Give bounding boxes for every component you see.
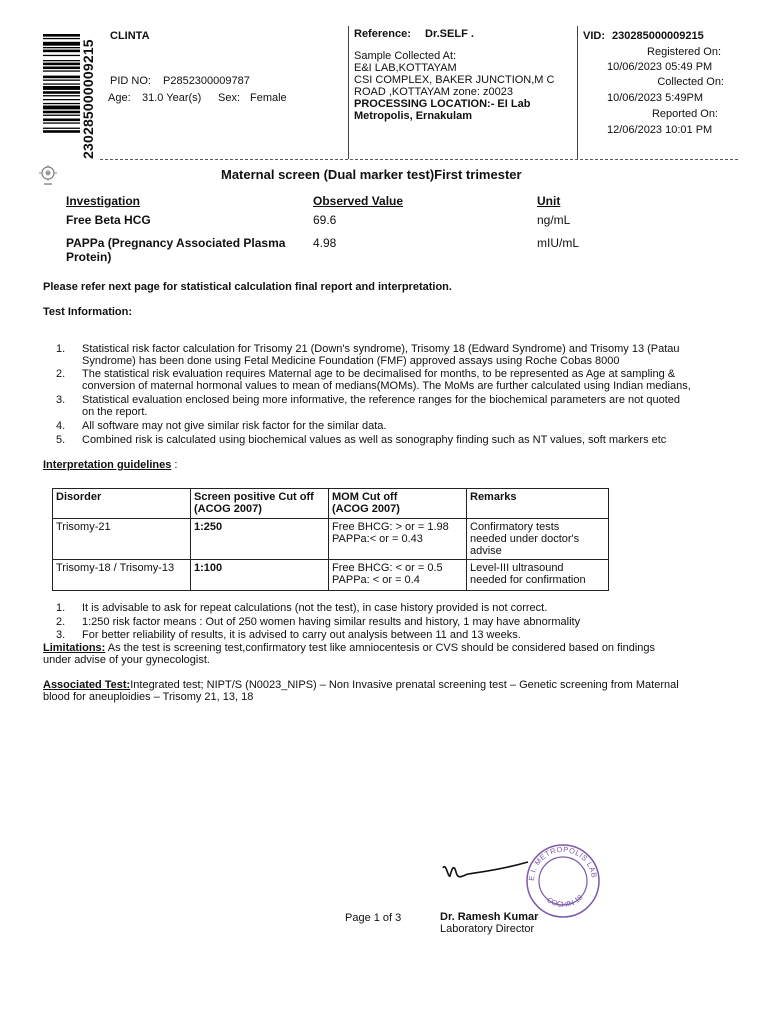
investigation-name-cont: Protein) xyxy=(66,250,112,264)
header-mom: MOM Cut off (ACOG 2007) xyxy=(329,489,467,519)
investigation-name: Free Beta HCG xyxy=(66,213,151,227)
header-divider-2 xyxy=(577,26,578,159)
registered-label: Registered On: xyxy=(647,46,721,58)
reference-value: Dr.SELF . xyxy=(425,28,474,40)
barcode-image xyxy=(43,34,80,159)
refer-note: Please refer next page for statistical calculation final report and interpretation. xyxy=(43,281,452,293)
investigation-name: PAPPa (Pregnancy Associated Plasma xyxy=(66,236,286,250)
list-number: 2. xyxy=(56,368,66,380)
observed-value: 69.6 xyxy=(313,213,337,227)
cell-cutoff: 1:250 xyxy=(191,519,329,560)
list-number: 3. xyxy=(56,394,66,406)
col-investigation: Investigation xyxy=(66,194,141,208)
observed-value: 4.98 xyxy=(313,236,337,250)
lab-emblem-icon xyxy=(38,164,58,186)
registered-value: 10/06/2023 05:49 PM xyxy=(607,61,713,73)
cell-disorder: Trisomy-21 xyxy=(53,519,191,560)
sample-location-line-2: CSI COMPLEX, BAKER JUNCTION,M C xyxy=(354,74,555,86)
reference-label: Reference: xyxy=(354,28,411,40)
list-text: The statistical risk evaluation requires Maternal age to be decimalised for months, to be represented as Age at sampling & conversion of maternal hormonal values to mean of medians(MOMs). The MoMs are further calculated using Indian medians, xyxy=(82,368,691,392)
list-text: All software may not give similar risk factor for the similar data. xyxy=(82,420,387,432)
list-number: 1. xyxy=(56,602,66,614)
limitations-paragraph: Limitations: As the test is screening test,confirmatory test like amniocentesis or CVS should be considered based on findings under advise of your gynecologist. xyxy=(43,642,656,666)
list-number: 5. xyxy=(56,434,66,446)
list-number: 4. xyxy=(56,420,66,432)
header-disorder: Disorder xyxy=(53,489,191,519)
unit-value: mIU/mL xyxy=(537,236,579,250)
cell-remarks: Confirmatory tests needed under doctor's advise xyxy=(467,519,609,560)
associated-test-paragraph: Associated Test:Integrated test; NIPT/S (N0023_NIPS) – Non Invasive prenatal screening test – Genetic screening from Maternal blood for aneuploidies – Trisomy 21, 13, 18 xyxy=(43,679,679,703)
col-unit: Unit xyxy=(537,194,561,208)
list-number: 3. xyxy=(56,629,66,641)
col-observed-value: Observed Value xyxy=(313,194,404,208)
svg-text:COCHIN-18 xyxy=(545,893,584,909)
seal-city: COCHIN-18 xyxy=(545,892,585,909)
header-cutoff: Screen positive Cut off (ACOG 2007) xyxy=(191,489,329,519)
cell-cutoff: 1:100 xyxy=(191,560,329,591)
lab-seal-stamp xyxy=(524,842,602,920)
list-text: For better reliability of results, it is advised to carry out analysis between 11 and 13 weeks. xyxy=(82,629,521,641)
seal-text: E.I. METROPOLIS LAB xyxy=(526,844,599,882)
signature-image xyxy=(440,858,532,888)
test-information-heading: Test Information: xyxy=(43,306,133,318)
processing-location: PROCESSING LOCATION:- EI Lab xyxy=(354,98,531,110)
list-text: Statistical evaluation enclosed being more informative, the reference ranges for the biochemical parameters are not quoted on the report. xyxy=(82,394,681,418)
list-number: 2. xyxy=(56,616,66,628)
vid-label: VID: xyxy=(583,30,605,42)
patient-name: CLINTA xyxy=(110,30,150,42)
table-header-row xyxy=(53,489,609,519)
sample-location-line-1: E&I LAB,KOTTAYAM xyxy=(354,62,457,74)
page-number: Page 1 of 3 xyxy=(345,912,402,924)
header-divider-1 xyxy=(348,26,349,159)
age-value: 31.0 Year(s) xyxy=(142,92,202,104)
list-text: Statistical risk factor calculation for Trisomy 21 (Down's syndrome), Trisomy 18 (Edward Syndrome) and Trisomy 13 (Patau Syndrome) has been done using Fetal Medicine Foundation (FMF) approved assays using Roche Cobas 8000 xyxy=(82,343,680,367)
list-text: 1:250 risk factor means : Out of 250 women having similar results and history, 1 may have abnormality xyxy=(82,616,581,628)
report-title: Maternal screen (Dual marker test)First trimester xyxy=(221,167,522,182)
processing-location-city: Metropolis, Ernakulam xyxy=(354,110,472,122)
header-separator xyxy=(100,159,738,160)
cell-disorder: Trisomy-18 / Trisomy-13 xyxy=(53,560,191,591)
collected-label: Collected On: xyxy=(657,76,724,88)
sex-label: Sex: xyxy=(218,92,241,104)
barcode-number: 230285000009215 xyxy=(80,39,96,159)
header-remarks: Remarks xyxy=(467,489,609,519)
svg-text:E.I. METROPOLIS LAB xyxy=(527,845,599,881)
table-row xyxy=(53,519,609,560)
collected-value: 10/06/2023 5:49PM xyxy=(607,92,704,104)
cell-mom: Free BHCG: > or = 1.98 PAPPa:< or = 0.43 xyxy=(329,519,467,560)
list-text: Combined risk is calculated using biochemical values as well as sonography finding such as NT values, soft markers etc xyxy=(82,434,667,446)
pid-label: PID NO: xyxy=(110,75,151,87)
interpretation-table xyxy=(52,488,609,591)
vid-value: 230285000009215 xyxy=(612,30,704,42)
doctor-name: Dr. Ramesh Kumar xyxy=(440,911,539,923)
reported-label: Reported On: xyxy=(651,108,718,120)
age-label: Age: xyxy=(108,92,131,104)
sex-value: Female xyxy=(250,92,287,104)
doctor-role: Laboratory Director xyxy=(440,923,535,935)
sample-collected-label: Sample Collected At: xyxy=(354,50,457,62)
unit-value: ng/mL xyxy=(537,213,571,227)
sample-location-line-3: ROAD ,KOTTAYAM zone: z0023 xyxy=(354,86,513,98)
reported-value: 12/06/2023 10:01 PM xyxy=(607,124,713,136)
interpretation-heading: Interpretation guidelines : xyxy=(43,459,178,471)
cell-mom: Free BHCG: < or = 0.5 PAPPa: < or = 0.4 xyxy=(329,560,467,591)
list-text: It is advisable to ask for repeat calculations (not the test), in case history provided is not correct. xyxy=(82,602,548,614)
table-row xyxy=(53,560,609,591)
cell-remarks: Level-III ultrasound needed for confirmation xyxy=(467,560,609,591)
list-number: 1. xyxy=(56,343,66,355)
pid-value: P2852300009787 xyxy=(163,75,250,87)
